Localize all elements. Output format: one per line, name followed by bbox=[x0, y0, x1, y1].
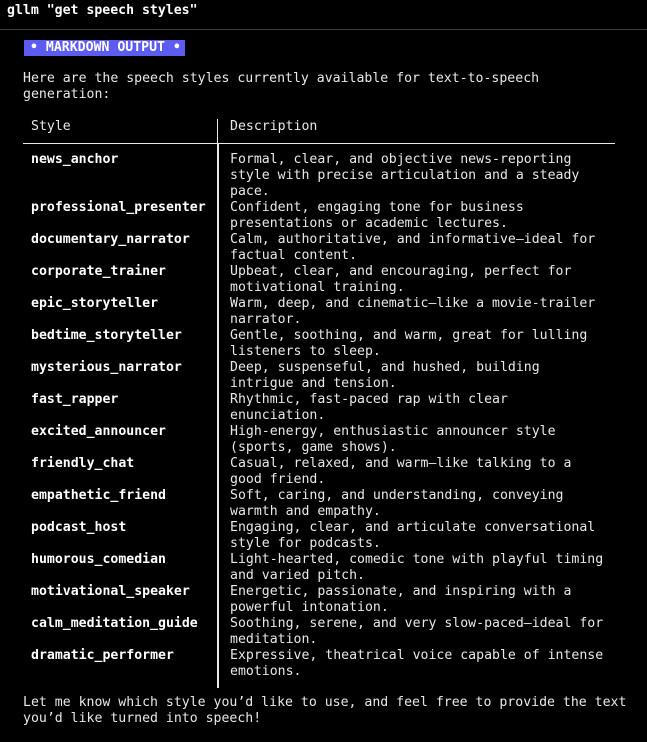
header-style: Style bbox=[23, 119, 218, 143]
table-row bbox=[23, 456, 615, 488]
divider bbox=[0, 29, 647, 30]
style-description: Warm, deep, and cinematic—like a movie-trailer narrator. bbox=[230, 296, 596, 327]
style-name: corporate_trainer bbox=[31, 264, 166, 279]
style-name: news_anchor bbox=[31, 152, 119, 167]
speech-styles-table bbox=[23, 119, 615, 688]
style-description: Upbeat, clear, and encouraging, perfect for motivational training. bbox=[230, 264, 572, 295]
style-name: empathetic_friend bbox=[31, 488, 166, 503]
style-description: Rhythmic, fast-paced rap with clear enunciation. bbox=[230, 392, 508, 423]
table-row bbox=[23, 264, 615, 296]
table-row bbox=[23, 616, 615, 648]
table-row bbox=[23, 552, 615, 584]
markdown-output-badge: • MARKDOWN OUTPUT • bbox=[24, 40, 185, 56]
table-row bbox=[23, 232, 615, 264]
table-row bbox=[23, 328, 615, 360]
table-row bbox=[23, 360, 615, 392]
table-row bbox=[23, 424, 615, 456]
style-name: calm_meditation_guide bbox=[31, 616, 198, 631]
style-name: bedtime_storyteller bbox=[31, 328, 182, 343]
style-description: High-energy, enthusiastic announcer style (sports, game shows). bbox=[230, 424, 556, 455]
style-name: dramatic_performer bbox=[31, 648, 174, 663]
style-description: Soft, caring, and understanding, conveying warmth and empathy. bbox=[230, 488, 564, 519]
style-description: Energetic, passionate, and inspiring with a powerful intonation. bbox=[230, 584, 572, 615]
style-description: Casual, relaxed, and warm—like talking to a good friend. bbox=[230, 456, 572, 487]
table-row bbox=[23, 488, 615, 520]
style-name: epic_storyteller bbox=[31, 296, 159, 311]
table-row bbox=[23, 152, 615, 200]
column-divider bbox=[217, 144, 219, 688]
table-row bbox=[23, 520, 615, 552]
table-row bbox=[23, 296, 615, 328]
style-name: podcast_host bbox=[31, 520, 127, 535]
table-body bbox=[23, 144, 615, 688]
style-description: Engaging, clear, and articulate conversational style for podcasts. bbox=[230, 520, 596, 551]
style-description: Formal, clear, and objective news-reporting style with precise articulation and a steady pace. bbox=[230, 152, 580, 199]
style-description: Gentle, soothing, and warm, great for lulling listeners to sleep. bbox=[230, 328, 588, 359]
style-name: mysterious_narrator bbox=[31, 360, 182, 375]
table-header bbox=[23, 119, 615, 144]
style-name: humorous_comedian bbox=[31, 552, 166, 567]
command-line: gllm "get speech styles" bbox=[7, 3, 198, 18]
style-description: Calm, authoritative, and informative—ideal for factual content. bbox=[230, 232, 596, 263]
outro-text: Let me know which style you’d like to use, and feel free to provide the text you’d like turned into speech! bbox=[23, 695, 627, 726]
style-name: documentary_narrator bbox=[31, 232, 190, 247]
style-name: excited_announcer bbox=[31, 424, 166, 439]
table-row bbox=[23, 392, 615, 424]
table-row bbox=[23, 200, 615, 232]
style-name: fast_rapper bbox=[31, 392, 119, 407]
style-description: Light-hearted, comedic tone with playful timing and varied pitch. bbox=[230, 552, 604, 583]
style-name: motivational_speaker bbox=[31, 584, 190, 599]
style-description: Confident, engaging tone for business presentations or academic lectures. bbox=[230, 200, 524, 231]
style-name: professional_presenter bbox=[31, 200, 206, 215]
style-description: Deep, suspenseful, and hushed, building intrigue and tension. bbox=[230, 360, 540, 391]
table-row bbox=[23, 648, 615, 680]
intro-text: Here are the speech styles currently available for text-to-speech generation: bbox=[23, 71, 540, 102]
style-description: Soothing, serene, and very slow-paced—ideal for meditation. bbox=[230, 616, 604, 647]
style-name: friendly_chat bbox=[31, 456, 135, 471]
table-row bbox=[23, 584, 615, 616]
header-description: Description bbox=[230, 119, 318, 134]
style-description: Expressive, theatrical voice capable of intense emotions. bbox=[230, 648, 604, 679]
